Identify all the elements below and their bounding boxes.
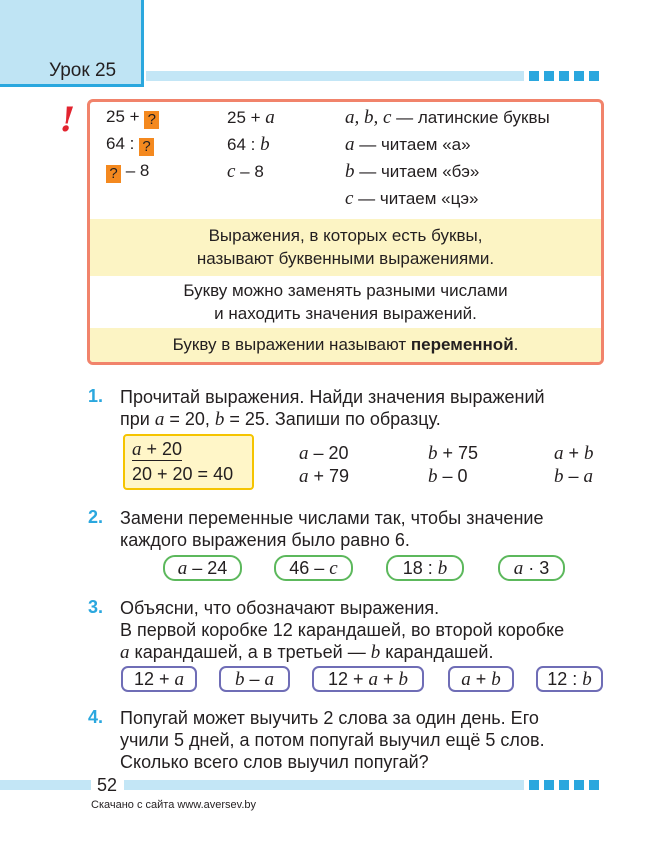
expression: a + b (554, 443, 594, 464)
exclamation-icon: ! (60, 100, 75, 140)
variable-band: Букву в выражении называют переменной. (90, 328, 601, 362)
page-number: 52 (97, 775, 118, 795)
rule-box (87, 99, 604, 365)
expression: a – 20 (299, 443, 349, 464)
header-square (589, 71, 599, 81)
expression-pill: 18 : b (386, 555, 464, 581)
expression-card: a + b (448, 666, 514, 692)
task-number: 1. (88, 386, 104, 406)
rule-note: a — читаем «а» (345, 134, 471, 155)
rule-note: c — читаем «цэ» (345, 188, 479, 209)
expression: b + 75 (428, 443, 479, 464)
rule-note: b — читаем «бэ» (345, 161, 480, 182)
expression-card: b – a (219, 666, 290, 692)
sample-box (123, 434, 254, 490)
rule-note: a, b, c — латинские буквы (345, 107, 550, 128)
lesson-title: Урок 25 (49, 60, 117, 81)
rule-expr: 25 + a (227, 107, 275, 128)
sample-result: 20 + 20 = 40 (132, 464, 234, 484)
expression: b – a (554, 466, 594, 487)
rule-expr: 64 : ? (106, 134, 154, 156)
task-number: 3. (88, 597, 104, 617)
sample-expression: a + 20 (132, 439, 183, 460)
header-square (529, 71, 539, 81)
expression-pill: a – 24 (163, 555, 242, 581)
header-square (544, 71, 554, 81)
footer-square (574, 780, 584, 790)
footer-square (559, 780, 569, 790)
footer-band (0, 780, 91, 790)
footer-square (529, 780, 539, 790)
header-square (574, 71, 584, 81)
rule-expr: c – 8 (227, 161, 264, 182)
footer-band (124, 780, 524, 790)
expression: a + 79 (299, 466, 350, 487)
expression-pill: a · 3 (498, 555, 565, 581)
task-number: 4. (88, 707, 104, 727)
expression-card: 12 + a + b (312, 666, 424, 692)
task3-text: Объясни, что обозначают выражения. В первой коробке 12 карандашей, во второй коробке a карандашей, а в третьей — b карандашей. (120, 598, 565, 663)
expression-pill: 46 – c (274, 555, 353, 581)
expression-card: 12 + a (121, 666, 197, 692)
header-square (559, 71, 569, 81)
expression-card: 12 : b (536, 666, 603, 692)
rule-expr: 25 + ? (106, 107, 159, 129)
rule-expr: ? – 8 (106, 161, 149, 183)
definition-band: Выражения, в которых есть буквы, называют буквенными выражениями. (90, 219, 601, 276)
task-number: 2. (88, 507, 104, 527)
task1-text: Прочитай выражения. Найди значения выражений при a = 20, b = 25. Запиши по образцу. (120, 387, 545, 430)
expression: b – 0 (428, 466, 468, 487)
source-note: Скачано с сайта www.aversev.by (91, 799, 257, 811)
footer-square (544, 780, 554, 790)
task2-text: Замени переменные числами так, чтобы значение каждого выражения было равно 6. (120, 508, 544, 550)
footer-square (589, 780, 599, 790)
header-band (146, 71, 524, 81)
rule-expr: 64 : b (227, 134, 270, 155)
substitution-band: Букву можно заменять разными числами и находить значения выражений. (90, 276, 601, 328)
task4-text: Попугай может выучить 2 слова за один день. Его учили 5 дней, а потом попугай выучил ещё 5 слов. Сколько всего слов выучил попугай? (120, 708, 545, 772)
